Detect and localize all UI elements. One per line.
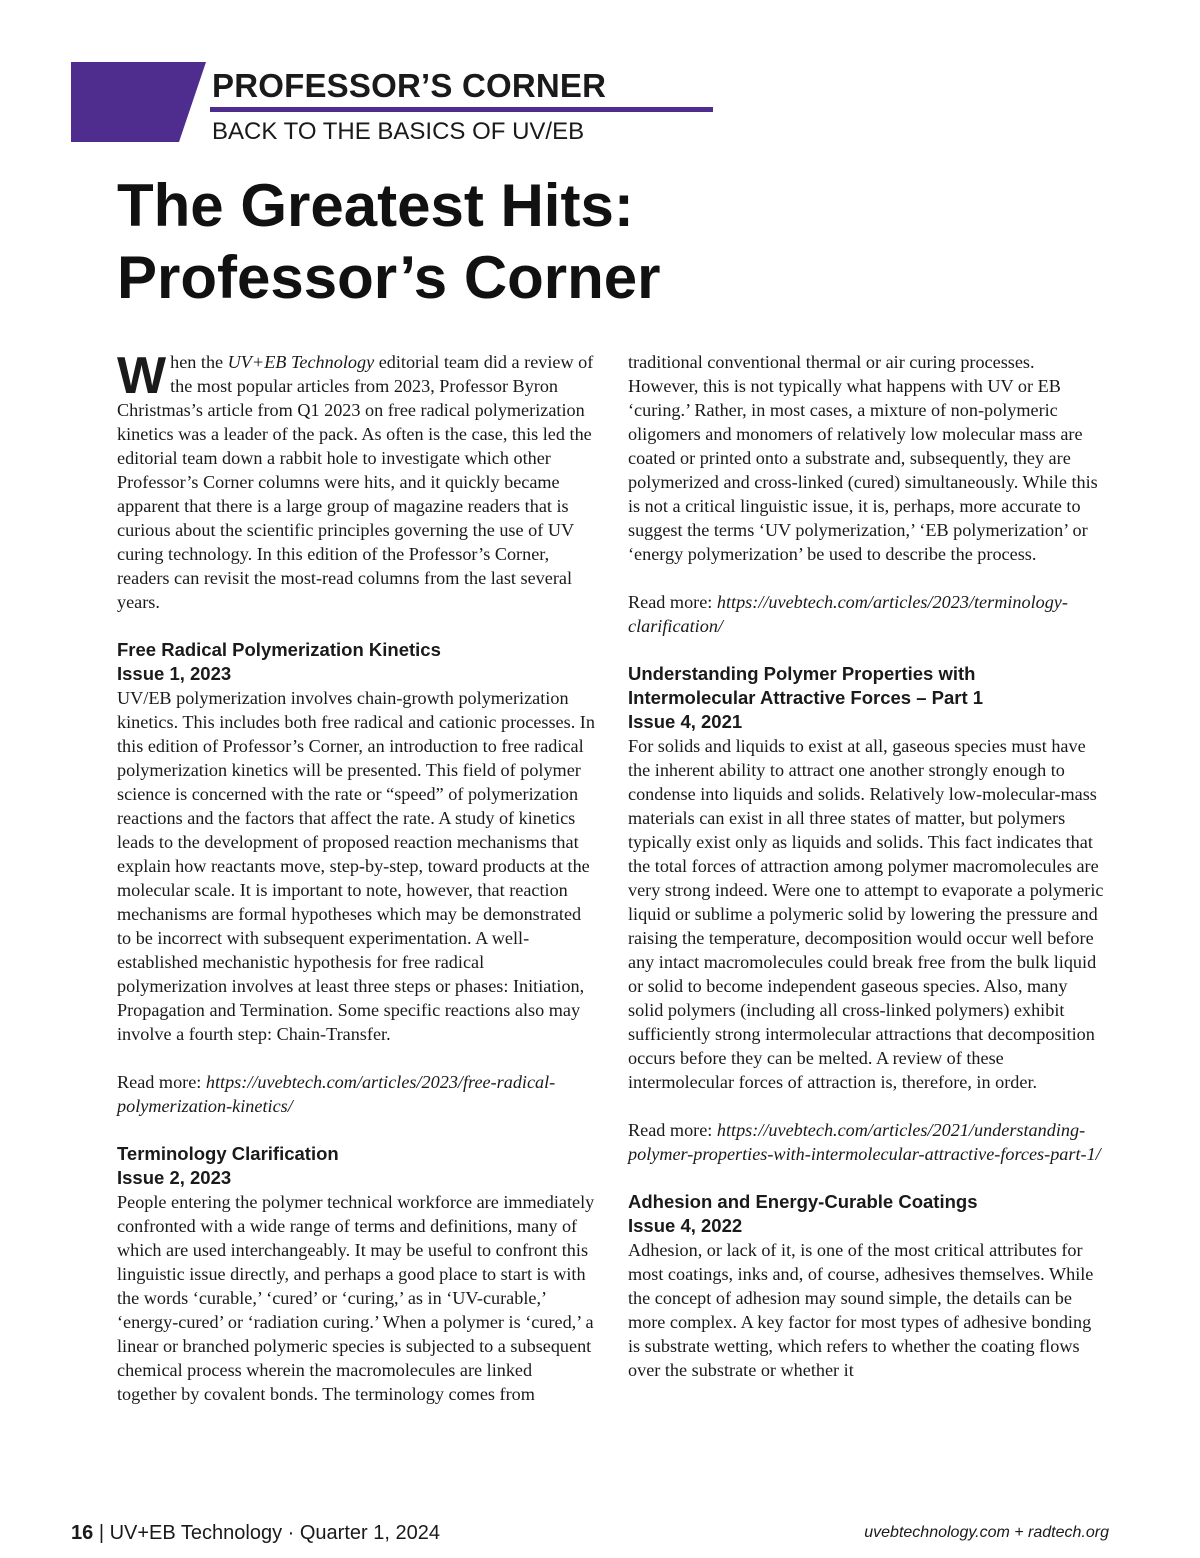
section-body: For solids and liquids to exist at all, gaseous species must have the inherent ability to attract one another strongly enough to condense into liquids and solids. Relatively low-molecular-mass materials can exist in all three states of matter, but polymers typically exist only as liquids and solids. This fact indicates that the total forces of attraction among polymer macromolecules are very strong indeed. Were one to attempt to evaporate a polymeric liquid or sublime a polymeric solid by lowering the pressure and raising the temperature, decomposition would occur well before any intact macromolecules could break free from the bulk liquid or solid to become independent gaseous species. Also, many solid polymers (including all cross-linked polymers) exhibit sufficiently strong intermolecular attractions that decomposition occurs before they can be melted. A review of these intermolecular forces of attraction is, therefore, in order.: [628, 736, 1104, 1092]
footer-separator: |: [98, 1522, 105, 1544]
publication-info: UV+EB Technology · Quarter 1, 2024: [109, 1522, 440, 1544]
intro-paragraph: When the UV+EB Technology editorial team did a review of the most popular articles from 2023, Professor Byron Christmas’s article from Q1 2023 on free radical polymerization kinetics was a leader of the pack. As often is the case, this led the editorial team down a rabbit hole to investigate which other Professor’s Corner columns were hits, and it quickly became apparent that there is a large group of magazine readers that is curious about the scientific principles governing the use of UV curing technology. In this edition of the Professor’s Corner, readers can revisit the most-read columns from the last several years.: [117, 347, 594, 612]
right-column: [628, 350, 1106, 1406]
read-more-label: Read more:: [117, 1072, 206, 1092]
read-more: [628, 1118, 1106, 1166]
page-number: 16: [71, 1522, 94, 1544]
article-title: [117, 170, 917, 314]
drop-cap: W: [117, 347, 167, 405]
section-subkicker: BACK TO THE BASICS OF UV/EB: [212, 118, 585, 145]
section-body-continued: traditional conventional thermal or air curing processes. However, this is not typically what happens with UV or EB ‘curing.’ Rather, in most cases, a mixture of non-polymeric oligomers and monomers of relatively low molecular mass are coated or printed onto a substrate and, subsequently, they are polymerized and cross-linked (cured) simultaneously. While this is not a critical linguistic issue, it is, perhaps, more accurate to suggest the terms ‘UV polymerization,’ ‘EB polymerization’ or ‘energy polymerization’ be used to describe the process.: [628, 352, 1098, 564]
read-more-label: Read more:: [628, 592, 717, 612]
section-title: Adhesion and Energy-Curable Coatings: [628, 1191, 978, 1212]
section-free-radical: [117, 638, 595, 1118]
section-kicker: PROFESSOR’S CORNER: [212, 67, 607, 104]
read-more-link[interactable]: https://uvebtech.com/articles/2023/free-radical-polymerization-kinetics/: [117, 1072, 556, 1116]
section-issue: Issue 4, 2022: [628, 1215, 743, 1236]
section-issue: Issue 4, 2021: [628, 711, 743, 732]
section-adhesion: [628, 1190, 1106, 1382]
kicker-rule: [210, 107, 713, 112]
read-more-label: Read more:: [628, 1120, 717, 1140]
header-accent-block: [71, 62, 206, 142]
footer-websites: uvebtechnology.com + radtech.org: [864, 1524, 1109, 1541]
article-title-line1: The Greatest Hits:: [117, 172, 634, 239]
section-body: UV/EB polymerization involves chain-growth polymerization kinetics. This includes both free radical and cationic processes. In this edition of Professor’s Corner, an introduction to free radical polymerization kinetics will be presented. This field of polymer science is concerned with the rate or “speed” of polymerization reactions and the factors that affect the rate. A study of kinetics leads to the development of proposed reaction mechanisms that explain how reactants move, step-by-step, toward products at the molecular scale. It is important to note, however, that reaction mechanisms are formal hypotheses which may be demonstrated to be incorrect with subsequent experimentation. A well-established mechanistic hypothesis for free radical polymerization involves at least three steps or phases: Initiation, Propagation and Termination. Some specific reactions also may involve a fourth step: Chain-Transfer.: [117, 688, 595, 1044]
read-more-link[interactable]: https://uvebtech.com/articles/2021/understanding-polymer-properties-with-intermolecular-attractive-forces-part-1/: [628, 1120, 1101, 1164]
publication-name-italic: UV+EB Technology: [227, 352, 375, 372]
read-more: [628, 590, 1106, 638]
section-issue: Issue 2, 2023: [117, 1167, 232, 1188]
section-title: Understanding Polymer Properties with Intermolecular Attractive Forces – Part 1: [628, 663, 984, 708]
footer-left: [71, 1522, 440, 1545]
read-more: [117, 1070, 595, 1118]
section-title: Free Radical Polymerization Kinetics: [117, 639, 441, 660]
section-body: Adhesion, or lack of it, is one of the most critical attributes for most coatings, inks and, of course, adhesives themselves. While the concept of adhesion may sound simple, the details can be more complex. A key factor for most types of adhesive bonding is substrate wetting, which refers to whether the coating flows over the substrate or whether it: [628, 1240, 1094, 1380]
section-body: People entering the polymer technical workforce are immediately confronted with a wide range of terms and definitions, many of which are used interchangeably. It may be useful to confront this linguistic issue directly, and perhaps a good place to start is with the words ‘curable,’ ‘cured’ or ‘curing,’ as in ‘UV-curable,’ ‘energy-cured’ or ‘radiation curing.’ When a polymer is ‘cured,’ a linear or branched polymeric species is subjected to a subsequent chemical process wherein the macromolecules are linked together by covalent bonds. The terminology comes from: [117, 1192, 595, 1404]
read-more-link[interactable]: https://uvebtech.com/articles/2023/terminology-clarification/: [628, 592, 1068, 636]
section-intermolecular-forces: [628, 662, 1106, 1166]
section-issue: Issue 1, 2023: [117, 663, 232, 684]
section-title: Terminology Clarification: [117, 1143, 339, 1164]
article-title-line2: Professor’s Corner: [117, 244, 661, 311]
section-terminology: [117, 1142, 595, 1406]
left-column: [117, 347, 595, 1430]
